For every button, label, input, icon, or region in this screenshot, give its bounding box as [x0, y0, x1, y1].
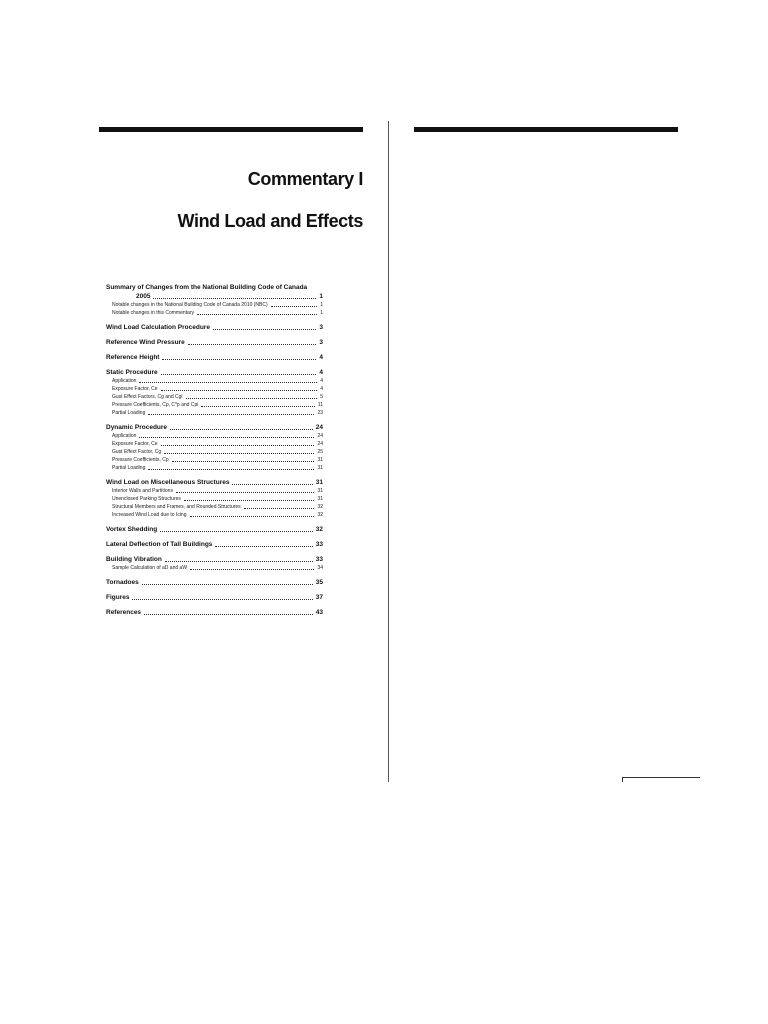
toc-section-lateral-deflection: [106, 540, 323, 549]
table-of-contents: [106, 283, 323, 623]
toc-entry-figures[interactable]: [106, 593, 323, 602]
dot-leader: [160, 531, 313, 532]
dot-leader: [139, 382, 317, 383]
toc-page-number: 3: [319, 339, 323, 346]
dot-leader: [161, 390, 318, 391]
toc-entry-lateral-deflection[interactable]: [106, 540, 323, 549]
top-rule-left: [99, 127, 363, 132]
dot-leader: [144, 614, 313, 615]
dot-leader: [190, 569, 314, 570]
dot-leader: [161, 374, 317, 375]
toc-entry-title: Building Vibration: [106, 556, 162, 563]
top-rule-right: [414, 127, 678, 132]
toc-subentry-title: Partial Loading: [112, 410, 146, 416]
toc-subentry[interactable]: [106, 432, 323, 440]
dot-leader: [201, 406, 314, 407]
dot-leader: [170, 429, 313, 430]
dot-leader: [132, 599, 312, 600]
toc-entry-title: References: [106, 609, 142, 616]
toc-page-number: 43: [315, 609, 323, 616]
toc-subentry[interactable]: [106, 309, 323, 317]
toc-entry-static-procedure[interactable]: [106, 368, 323, 377]
toc-page-number: 3: [319, 324, 323, 331]
toc-entry-misc-structures[interactable]: [106, 478, 323, 487]
dot-leader: [153, 298, 316, 299]
toc-entry-title: Figures: [106, 594, 130, 601]
toc-page-number: 31: [317, 496, 323, 502]
toc-subentry-title: Notable changes in the National Building Code of Canada 2010 (NBC): [112, 302, 268, 308]
toc-subentry[interactable]: [106, 487, 323, 495]
toc-entry-title: Vortex Shedding: [106, 526, 158, 533]
toc-section-building-vibration: [106, 555, 323, 572]
toc-subentry-title: Increased Wind Load due to Icing: [112, 512, 187, 518]
toc-section-dynamic-procedure: [106, 423, 323, 472]
toc-page-number: 25: [317, 449, 323, 455]
toc-section-vortex-shedding: [106, 525, 323, 534]
toc-page-number: 32: [317, 504, 323, 510]
toc-page-number: 24: [315, 424, 323, 431]
toc-entry-title: Static Procedure: [106, 369, 158, 376]
toc-page-number: 31: [317, 488, 323, 494]
toc-subentry-title: Sample Calculation of aD and aW: [112, 565, 188, 571]
dot-leader: [142, 584, 313, 585]
toc-entry-title: Tornadoes: [106, 579, 139, 586]
toc-page-number: 4: [320, 386, 323, 392]
toc-entry-summary[interactable]: [106, 283, 323, 301]
toc-page-number: 24: [317, 433, 323, 439]
toc-entry-reference-height[interactable]: [106, 353, 323, 362]
dot-leader: [161, 445, 315, 446]
toc-section-summary: [106, 283, 323, 317]
dot-leader: [244, 508, 315, 509]
dot-leader: [176, 492, 314, 493]
toc-subentry-title: Application: [112, 433, 137, 439]
toc-subentry-title: Application: [112, 378, 137, 384]
dot-leader: [139, 437, 314, 438]
toc-subentry[interactable]: [106, 464, 323, 472]
toc-page-number: 23: [317, 410, 323, 416]
column-divider: [388, 121, 389, 782]
toc-entry-reference-wind-pressure[interactable]: [106, 338, 323, 347]
toc-subentry[interactable]: [106, 456, 323, 464]
toc-page-number: 35: [315, 579, 323, 586]
footnote-rule: [622, 777, 700, 778]
toc-entry-title: Summary of Changes from the National Building Code of Canada: [106, 284, 308, 291]
toc-page-number: 32: [317, 512, 323, 518]
toc-subentry-title: Exposure Factor, Ce: [112, 386, 158, 392]
toc-page-number: 31: [317, 457, 323, 463]
dot-leader: [197, 314, 317, 315]
dot-leader: [172, 461, 315, 462]
toc-entry-title: Lateral Deflection of Tall Buildings: [106, 541, 213, 548]
dot-leader: [232, 484, 312, 485]
toc-subentry-title: Partial Loading: [112, 465, 146, 471]
toc-entry-title-cont: 2005: [136, 293, 151, 300]
toc-page-number: 4: [319, 369, 323, 376]
toc-subentry[interactable]: [106, 448, 323, 456]
toc-subentry[interactable]: [106, 495, 323, 503]
dot-leader: [190, 516, 315, 517]
toc-page-number: 33: [315, 556, 323, 563]
toc-page-number: 1: [320, 310, 323, 316]
toc-subentry-title: Unenclosed Parking Structures: [112, 496, 181, 502]
dot-leader: [213, 329, 316, 330]
toc-entry-references[interactable]: [106, 608, 323, 617]
toc-subentry[interactable]: [106, 301, 323, 309]
toc-subentry[interactable]: [106, 409, 323, 417]
toc-subentry[interactable]: [106, 393, 323, 401]
toc-page-number: 4: [319, 354, 323, 361]
toc-page-number: 33: [315, 541, 323, 548]
toc-page-number: 34: [317, 565, 323, 571]
toc-subentry-title: Structural Members and Frames, and Rounded Structures: [112, 504, 241, 510]
toc-section-misc-structures: [106, 478, 323, 519]
toc-page-number: 1: [319, 293, 323, 300]
toc-subentry[interactable]: [106, 511, 323, 519]
toc-subentry-title: Notable changes in this Commentary: [112, 310, 194, 316]
toc-page-number: 24: [317, 441, 323, 447]
dot-leader: [148, 469, 314, 470]
toc-subentry-title: Gust Effect Factors, Cg and Cgi: [112, 394, 183, 400]
toc-page-number: 32: [315, 526, 323, 533]
toc-subentry[interactable]: [106, 503, 323, 511]
toc-page-number: 5: [320, 394, 323, 400]
page-title: [99, 168, 363, 232]
toc-subentry-title: Exposure Factor, Ce: [112, 441, 158, 447]
toc-subentry-title: Pressure Coefficients, Cp, C*p and Cpi: [112, 402, 199, 408]
toc-subentry[interactable]: [106, 385, 323, 393]
toc-subentry-title: Gust Effect Factor, Cg: [112, 449, 162, 455]
toc-entry-tornadoes[interactable]: [106, 578, 323, 587]
dot-leader: [162, 359, 316, 360]
dot-leader: [164, 453, 314, 454]
toc-page-number: 1: [320, 302, 323, 308]
toc-section-wind-load-calculation: [106, 323, 323, 332]
toc-section-reference-height: [106, 353, 323, 362]
toc-page-number: 31: [317, 465, 323, 471]
toc-entry-vortex-shedding[interactable]: [106, 525, 323, 534]
toc-page-number: 37: [315, 594, 323, 601]
dot-leader: [215, 546, 312, 547]
toc-subentry[interactable]: [106, 440, 323, 448]
dot-leader: [184, 500, 315, 501]
dot-leader: [186, 398, 318, 399]
toc-section-references: [106, 608, 323, 617]
toc-subentry[interactable]: [106, 377, 323, 385]
toc-entry-wind-load-calculation[interactable]: [106, 323, 323, 332]
toc-entry-dynamic-procedure[interactable]: [106, 423, 323, 432]
commentary-title: Wind Load and Effects: [177, 211, 363, 231]
toc-subentry-title: Interior Walls and Partitions: [112, 488, 173, 494]
commentary-label: Commentary I: [247, 169, 363, 189]
dot-leader: [148, 414, 314, 415]
toc-subentry-title: Pressure Coefficients, Cp: [112, 457, 169, 463]
dot-leader: [271, 306, 318, 307]
toc-section-static-procedure: [106, 368, 323, 417]
toc-entry-building-vibration[interactable]: [106, 555, 323, 564]
toc-entry-title: Wind Load Calculation Procedure: [106, 324, 210, 331]
toc-page-number: 11: [317, 402, 323, 408]
dot-leader: [188, 344, 317, 345]
toc-entry-title: Reference Wind Pressure: [106, 339, 185, 346]
toc-section-reference-wind-pressure: [106, 338, 323, 347]
toc-section-tornadoes: [106, 578, 323, 587]
toc-subentry[interactable]: [106, 564, 323, 572]
toc-entry-title: Wind Load on Miscellaneous Structures: [106, 479, 230, 486]
toc-page-number: 4: [320, 378, 323, 384]
dot-leader: [165, 561, 313, 562]
toc-section-figures: [106, 593, 323, 602]
toc-subentry[interactable]: [106, 401, 323, 409]
toc-page-number: 31: [315, 479, 323, 486]
toc-entry-title: Reference Height: [106, 354, 160, 361]
toc-entry-title: Dynamic Procedure: [106, 424, 168, 431]
